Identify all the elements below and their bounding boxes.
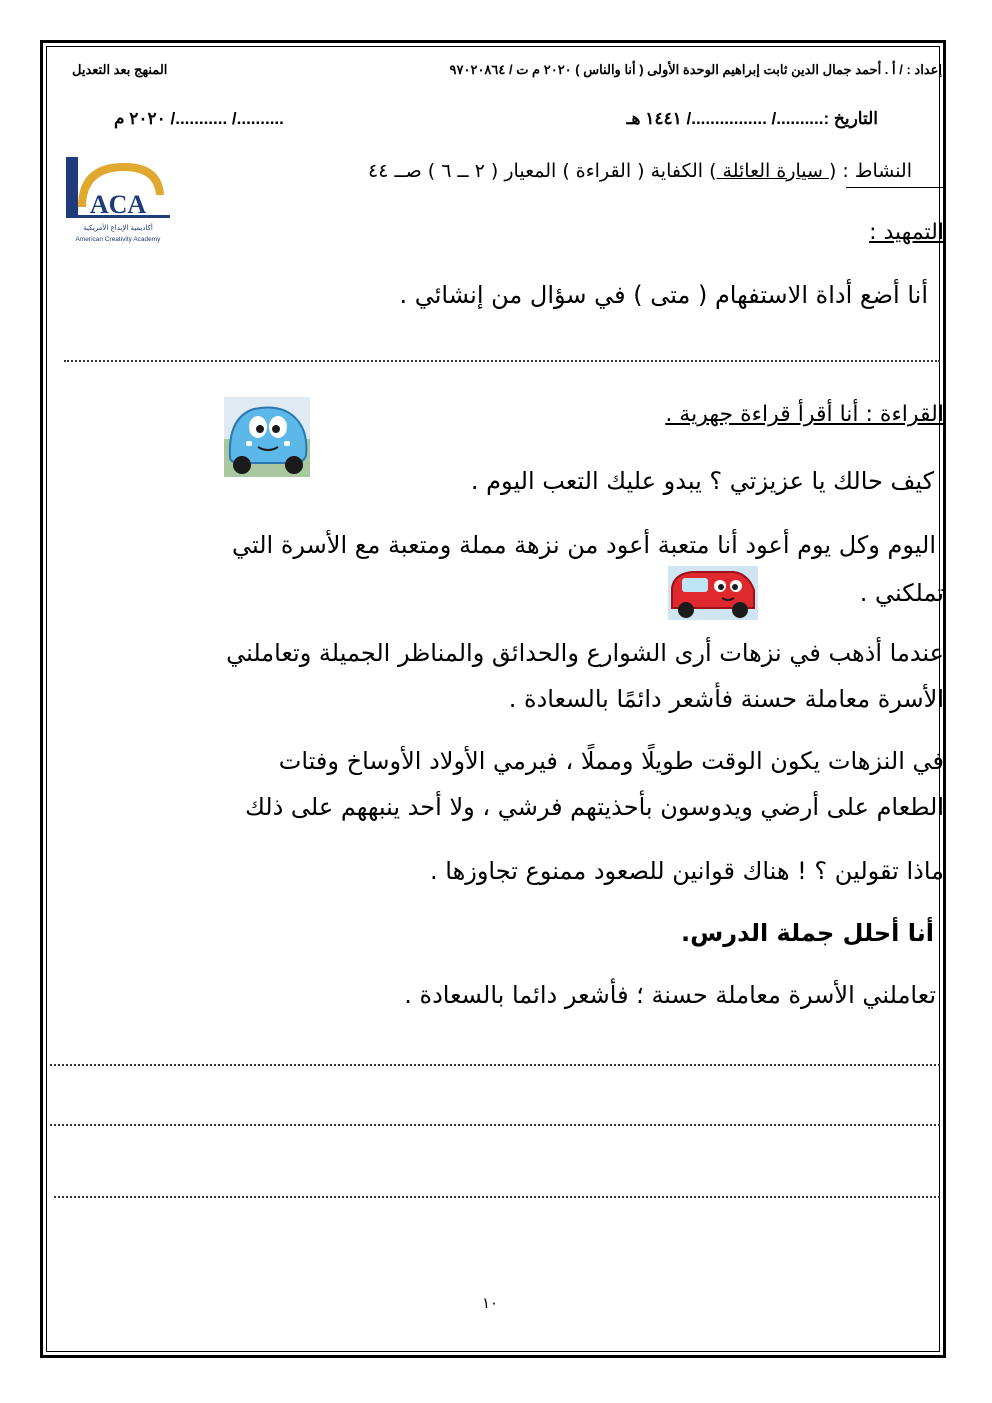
reading-line-4: عندما أذهب في نزهات أرى الشوارع والحدائق والمناظر الجميلة وتعاملني bbox=[226, 639, 944, 667]
reading-line-3: تملكني . bbox=[859, 579, 944, 607]
intro-sentence: أنا أضع أداة الاستفهام ( متى ) في سؤال من إنشائي . bbox=[399, 281, 928, 309]
activity-prefix: النشاط : ( bbox=[828, 160, 912, 182]
answer-line-3[interactable] bbox=[54, 1196, 940, 1198]
date-gregorian: التاريخ :........../ ................/ ١٤٤١ هـ bbox=[626, 109, 878, 128]
answer-line-intro[interactable] bbox=[64, 360, 940, 362]
activity-underline bbox=[846, 187, 944, 188]
red-car-image bbox=[668, 566, 758, 620]
reading-line-6: في النزهات يكون الوقت طويلًا ومملًا ، فيرمي الأولاد الأوساخ وفتات bbox=[278, 747, 944, 775]
logo-text: ACA bbox=[89, 190, 147, 219]
reading-line-2: اليوم وكل يوم أعود أنا متعبة أعود من نزهة مملة ومتعبة مع الأسرة التي bbox=[231, 531, 936, 559]
page-number: ١٠ bbox=[482, 1294, 499, 1312]
reading-line-1: كيف حالك يا عزيزتي ؟ يبدو عليك التعب اليوم . bbox=[470, 467, 934, 495]
logo-arabic: أكاديمية الإبداع الأمريكية bbox=[83, 224, 153, 232]
reading-heading: القراءة : أنا أقرأ قراءة جهرية . bbox=[665, 402, 944, 427]
reading-line-5: الأسرة معاملة حسنة فأشعر دائمًا بالسعادة . bbox=[508, 685, 944, 713]
intro-heading: التمهيد : bbox=[869, 220, 944, 245]
answer-line-1[interactable] bbox=[50, 1064, 940, 1066]
header-curriculum: المنهج بعد التعديل bbox=[72, 62, 168, 77]
analysis-heading: أنا أحلل جملة الدرس. bbox=[681, 919, 934, 947]
header-prepared-by: إعداد : / أ . أحمد جمال الدين ثابت إبراهيم الوحدة الأولى ( أنا والناس ) ٢٠٢٠ م ت / ٩٧٠٢٠٨٦٤ bbox=[449, 62, 942, 77]
analysis-sentence: تعاملني الأسرة معاملة حسنة ؛ فأشعر دائما بالسعادة . bbox=[404, 981, 936, 1009]
activity-line bbox=[368, 160, 912, 182]
activity-rest: ) الكفاية ( القراءة ) المعيار ( ٢ ــ ٦ ) صــ ٤٤ bbox=[368, 160, 717, 182]
answer-line-2[interactable] bbox=[50, 1124, 940, 1126]
aca-logo bbox=[64, 155, 172, 247]
reading-line-8: ماذا تقولين ؟ ! هناك قوانين للصعود ممنوع تجاوزها . bbox=[430, 857, 944, 885]
logo-english: American Creativity Academy bbox=[75, 236, 161, 243]
activity-title: سيارة العائلة bbox=[716, 160, 829, 182]
reading-line-7: الطعام على أرضي ويدوسون بأحذيتهم فرشي ، ولا أحد ينبههم على ذلك bbox=[245, 793, 944, 821]
aca-logo-graphic bbox=[64, 155, 172, 247]
blue-car-image bbox=[224, 397, 310, 477]
date-hijri: ........../ .........../ ٢٠٢٠ م bbox=[114, 109, 284, 128]
